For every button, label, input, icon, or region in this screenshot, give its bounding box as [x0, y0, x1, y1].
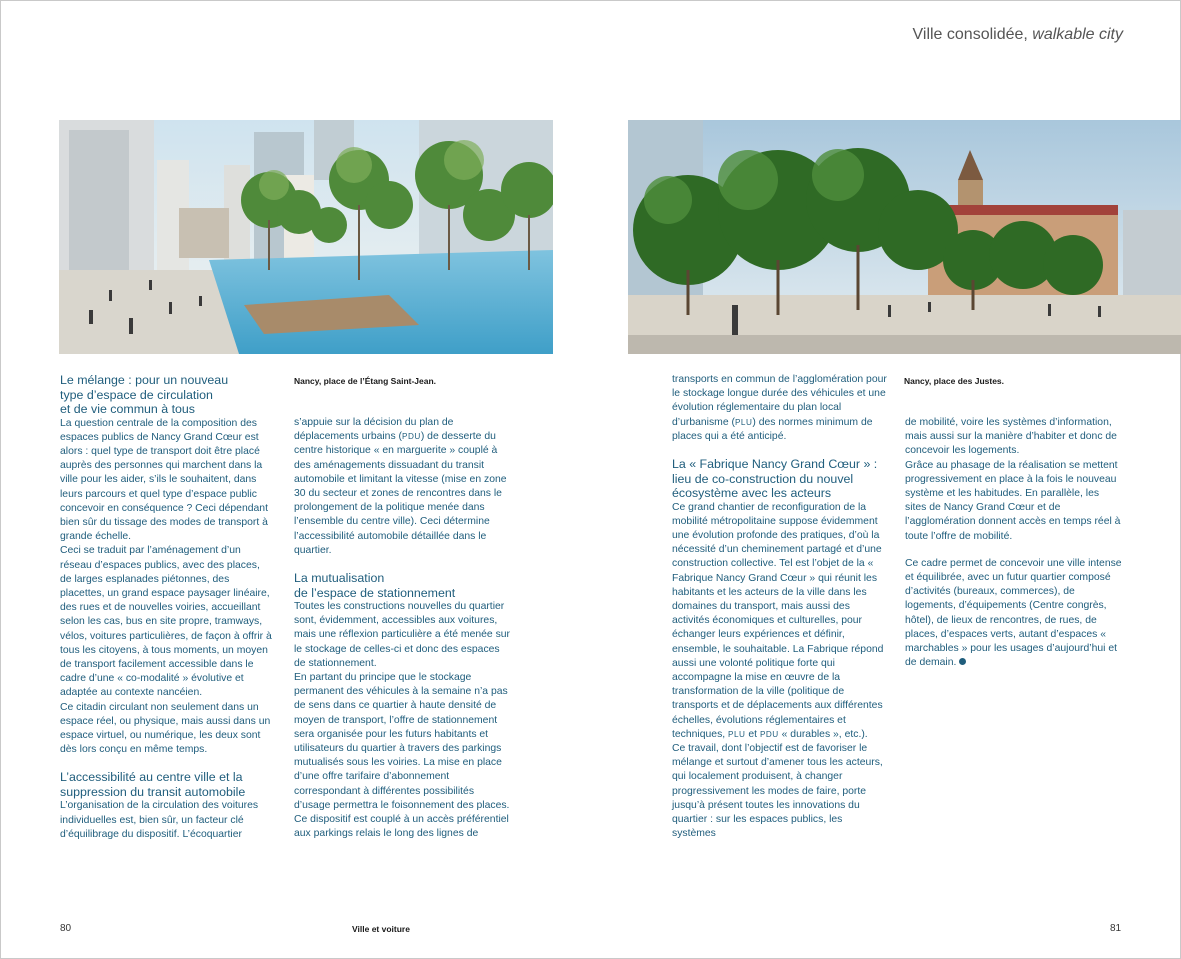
heading-melange: Le mélange : pour un nouveau type d’espace de circulation et de vie commun à tous	[60, 373, 229, 416]
paragraph: Grâce au phasage de la réalisation se mettent progressivement en place à la fois le nouveau système et les habitudes. En parallèle, les sites de Nancy Grand Cœur et de l’agglomération donnent accès en temps réel à toute l’offre de mobilité.	[905, 459, 1121, 542]
column-2	[294, 416, 512, 841]
caption-left: Nancy, place de l’Étang Saint-Jean.	[294, 376, 437, 386]
column-4	[905, 416, 1122, 670]
paragraph: de mobilité, voire les systèmes d’information, mais aussi sur la manière d’habiter et donc de concevoir les logements.	[905, 417, 1117, 457]
heading-mutualisation: La mutualisation de l’espace de stationnement	[294, 571, 456, 600]
paragraph: L’organisation de la circulation des voitures individuelles est, bien sûr, un facteur clé d’équilibrage du dispositif. L’écoquartier	[60, 800, 259, 840]
illustration-place-des-justes	[628, 120, 1181, 354]
page-number-left: 80	[60, 923, 72, 934]
column-1	[60, 373, 272, 842]
heading-fabrique: La « Fabrique Nancy Grand Cœur » : lieu de co-construction du nouvel écosystème avec les acteurs	[672, 457, 878, 501]
caption-right: Nancy, place des Justes.	[904, 376, 1005, 386]
paragraph: Toutes les constructions nouvelles du quartier sont, évidemment, accessibles aux voitures, mais une réflexion particulière a été menée sur le stockage de celles-ci et donc des espaces de stationnement.	[294, 601, 511, 669]
end-mark-icon	[959, 658, 966, 665]
paragraph: Ce grand chantier de reconfiguration de la mobilité métropolitaine suppose évidemment une évolution profonde des pratiques, d’où la nécessité d’un cheminement partagé et d’une construction collective. Tel est l’objet de la « Fabrique Nancy Grand Cœur » qui réunit les habitants et les acteurs de la ville dans les domaines du transport, mais aussi des activités économiques et culturelles, pour échanger leurs expériences et définir, ensemble, le souhaitable. La Fabrique répond aussi une volonté politique forte qui accompagne la mise en œuvre de la transformation de la ville (politique de transports et de déplacements aux différentes échelles, évolutions réglementaires et techniques, PLU et PDU « durables », etc.).	[672, 501, 884, 740]
heading-accessibilite: L’accessibilité au centre ville et la suppression du transit automobile	[60, 770, 246, 799]
footer-section-title: Ville et voiture	[352, 924, 410, 934]
paragraph: Ceci se traduit par l’aménagement d’un réseau d’espaces publics, avec des places, de larges esplanades piétonnes, des placettes, un grand espace paysager linéaire, des rues et de nouvelles voiries, accueillant selon les cas, bus en site propre, tramways, vélos, voitures particulières, de façon à offrir à tous les citoyens, à tous moments, un moyen de transport facilement accessible dans le cadre d’une « co-modalité » évolutive et adaptée au contexte nancéien.	[60, 545, 272, 699]
paragraph: Ce travail, dont l’objectif est de favoriser le mélange et surtout d’amener tous les acteurs, qui localement produisent, à changer progressivement les modes de faire, porte jusqu’à présent toutes les innovations du quartier : sur les espaces publics, les systèmes	[672, 742, 883, 840]
illustration-place-etang-saint-jean	[59, 120, 553, 354]
paragraph: transports en commun de l’agglomération pour le stockage longue durée des véhicules et une évolution réglementaire du plan local d’urbanisme (PLU) des normes minimum de places qui a été anticipé.	[672, 374, 887, 442]
paragraph: s’appuie sur la décision du plan de déplacements urbains (PDU) de desserte du centre historique « en marguerite » couplé à des aménagements dissuadant du transit automobile et limitant la vitesse (mise en zone 30 du secteur et zones de rencontres dans le prolongement de la politique menée dans l’ensemble du centre ville). Ceci détermine l’accessibilité automobile détaillée dans le quartier.	[294, 417, 507, 556]
page-number-right: 81	[1110, 923, 1122, 934]
paragraph: Ce citadin circulant non seulement dans un espace réel, ou physique, mais aussi dans un espace virtuel, ou numérique, les deux sont dès lors conçu en même temps.	[60, 701, 271, 756]
paragraph: La question centrale de la composition des espaces publics de Nancy Grand Cœur est alors : quel type de transport doit être placé auprès des personnes qui marchent dans la ville pour les aider, s’ils le souhaitent, dans leurs parcours et quel type d’espace public concevoir en conséquence ? Ceci dépendant bien sûr du tissage des modes de transport à grande échelle.	[60, 417, 268, 543]
column-3	[672, 373, 888, 841]
paragraph: En partant du principe que le stockage permanent des véhicules à la semaine n’a pas de sens dans ce quartier à haute densité de moyen de transport, l’offre de stationnement sera organisée pour les futurs habitants et utilisateurs du quartier à travers des parkings mutualisés sous les voiries. La mise en place d’une offre tarifaire d’abonnement correspondant à différentes possibilités d’usage permettra le foisonnement des places. Ce dispositif est couplé à un accès préférentiel aux parkings relais le long des lignes de	[294, 672, 510, 840]
running-head: Ville consolidée, walkable city	[912, 26, 1123, 43]
paragraph: Ce cadre permet de concevoir une ville intense et équilibrée, avec un futur quartier composé d’activités (bureaux, commerces), de logements, d’équipements (Centre congrès, hôtel), de lieux de rencontres, de rues, de places, d’espaces verts, autant d’espaces « marchables » pour les usages d’aujourd’hui et de demain.	[905, 557, 1122, 669]
